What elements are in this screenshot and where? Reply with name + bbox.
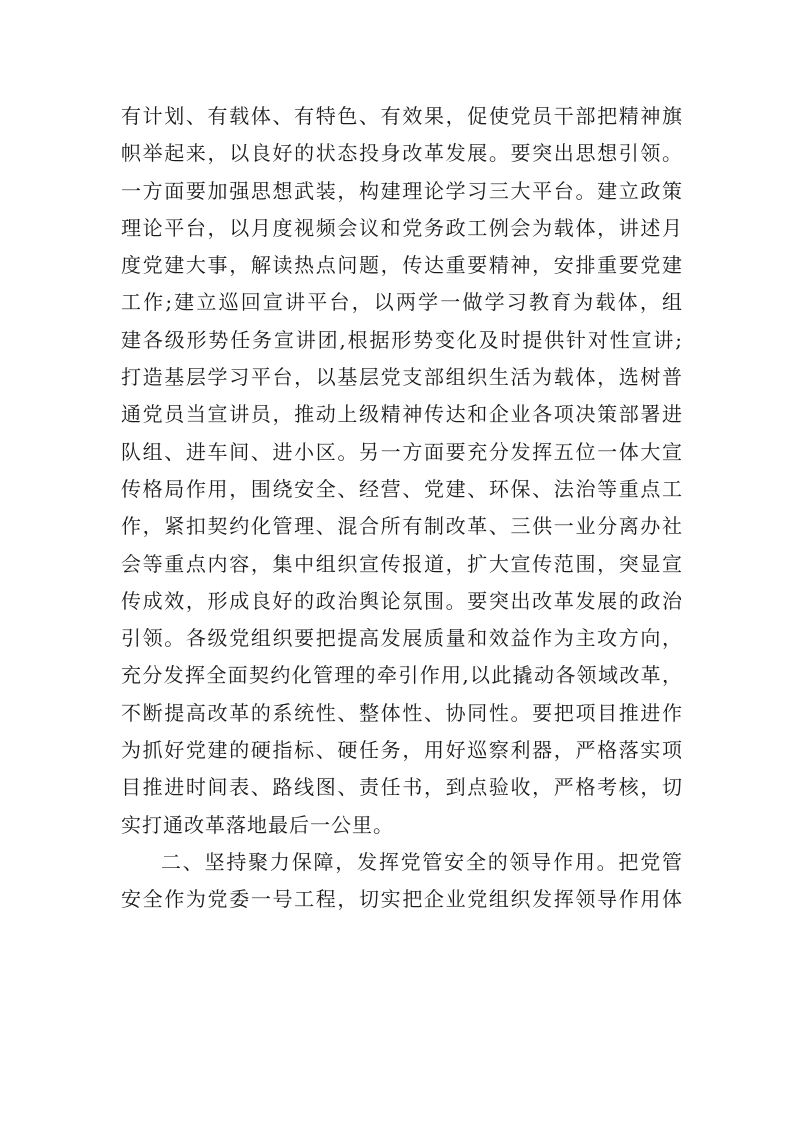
text-line: 建各级形势任务宣讲团,根据形势变化及时提供针对性宣讲;	[121, 327, 683, 352]
text-line: 有计划、有载体、有特色、有效果，促使党员干部把精神旗	[121, 104, 683, 128]
text-line: 充分发挥全面契约化管理的牵引作用,以此撬动各领域改革，	[121, 663, 683, 688]
text-line: 不断提高改革的系统性、整体性、协同性。要把项目推进作	[121, 700, 683, 725]
text-line: 一方面要加强思想武装，构建理论学习三大平台。建立政策	[121, 178, 683, 203]
text-line: 工作;建立巡回宣讲平台，以两学一做学习教育为载体，组	[121, 290, 683, 315]
text-line: 传成效，形成良好的政治舆论氛围。要突出改革发展的政治	[121, 588, 683, 613]
text-line: 通党员当宣讲员，推动上级精神传达和企业各项决策部署进	[121, 402, 683, 427]
text-line: 打造基层学习平台，以基层党支部组织生活为载体，选树普	[121, 365, 683, 390]
text-line: 目推进时间表、路线图、责任书，到点验收，严格考核，切	[121, 775, 683, 800]
text-line: 队组、进车间、进小区。另一方面要充分发挥五位一体大宣	[121, 439, 683, 464]
text-line: 安全作为党委一号工程，切实把企业党组织发挥领导作用体	[121, 887, 683, 912]
text-line: 帜举起来，以良好的状态投身改革发展。要突出思想引领。	[121, 141, 683, 166]
text-line: 理论平台，以月度视频会议和党务政工例会为载体，讲述月	[121, 215, 683, 240]
text-line: 度党建大事，解读热点问题，传达重要精神，安排重要党建	[121, 253, 683, 278]
text-line: 传格局作用，围绕安全、经营、党建、环保、法治等重点工	[121, 476, 683, 501]
body-text	[121, 98, 683, 919]
text-line: 会等重点内容，集中组织宣传报道，扩大宣传范围，突显宣	[121, 551, 683, 576]
text-line: 引领。各级党组织要把提高发展质量和效益作为主攻方向，	[121, 626, 683, 651]
section-heading-line: 二、坚持聚力保障，发挥党管安全的领导作用。把党管	[161, 849, 683, 874]
text-line: 作，紧扣契约化管理、混合所有制改革、三供一业分离办社	[121, 514, 683, 539]
paragraph-end-line: 实打通改革落地最后一公里。	[121, 812, 394, 837]
text-line: 为抓好党建的硬指标、硬任务，用好巡察利器，严格落实项	[121, 738, 683, 763]
